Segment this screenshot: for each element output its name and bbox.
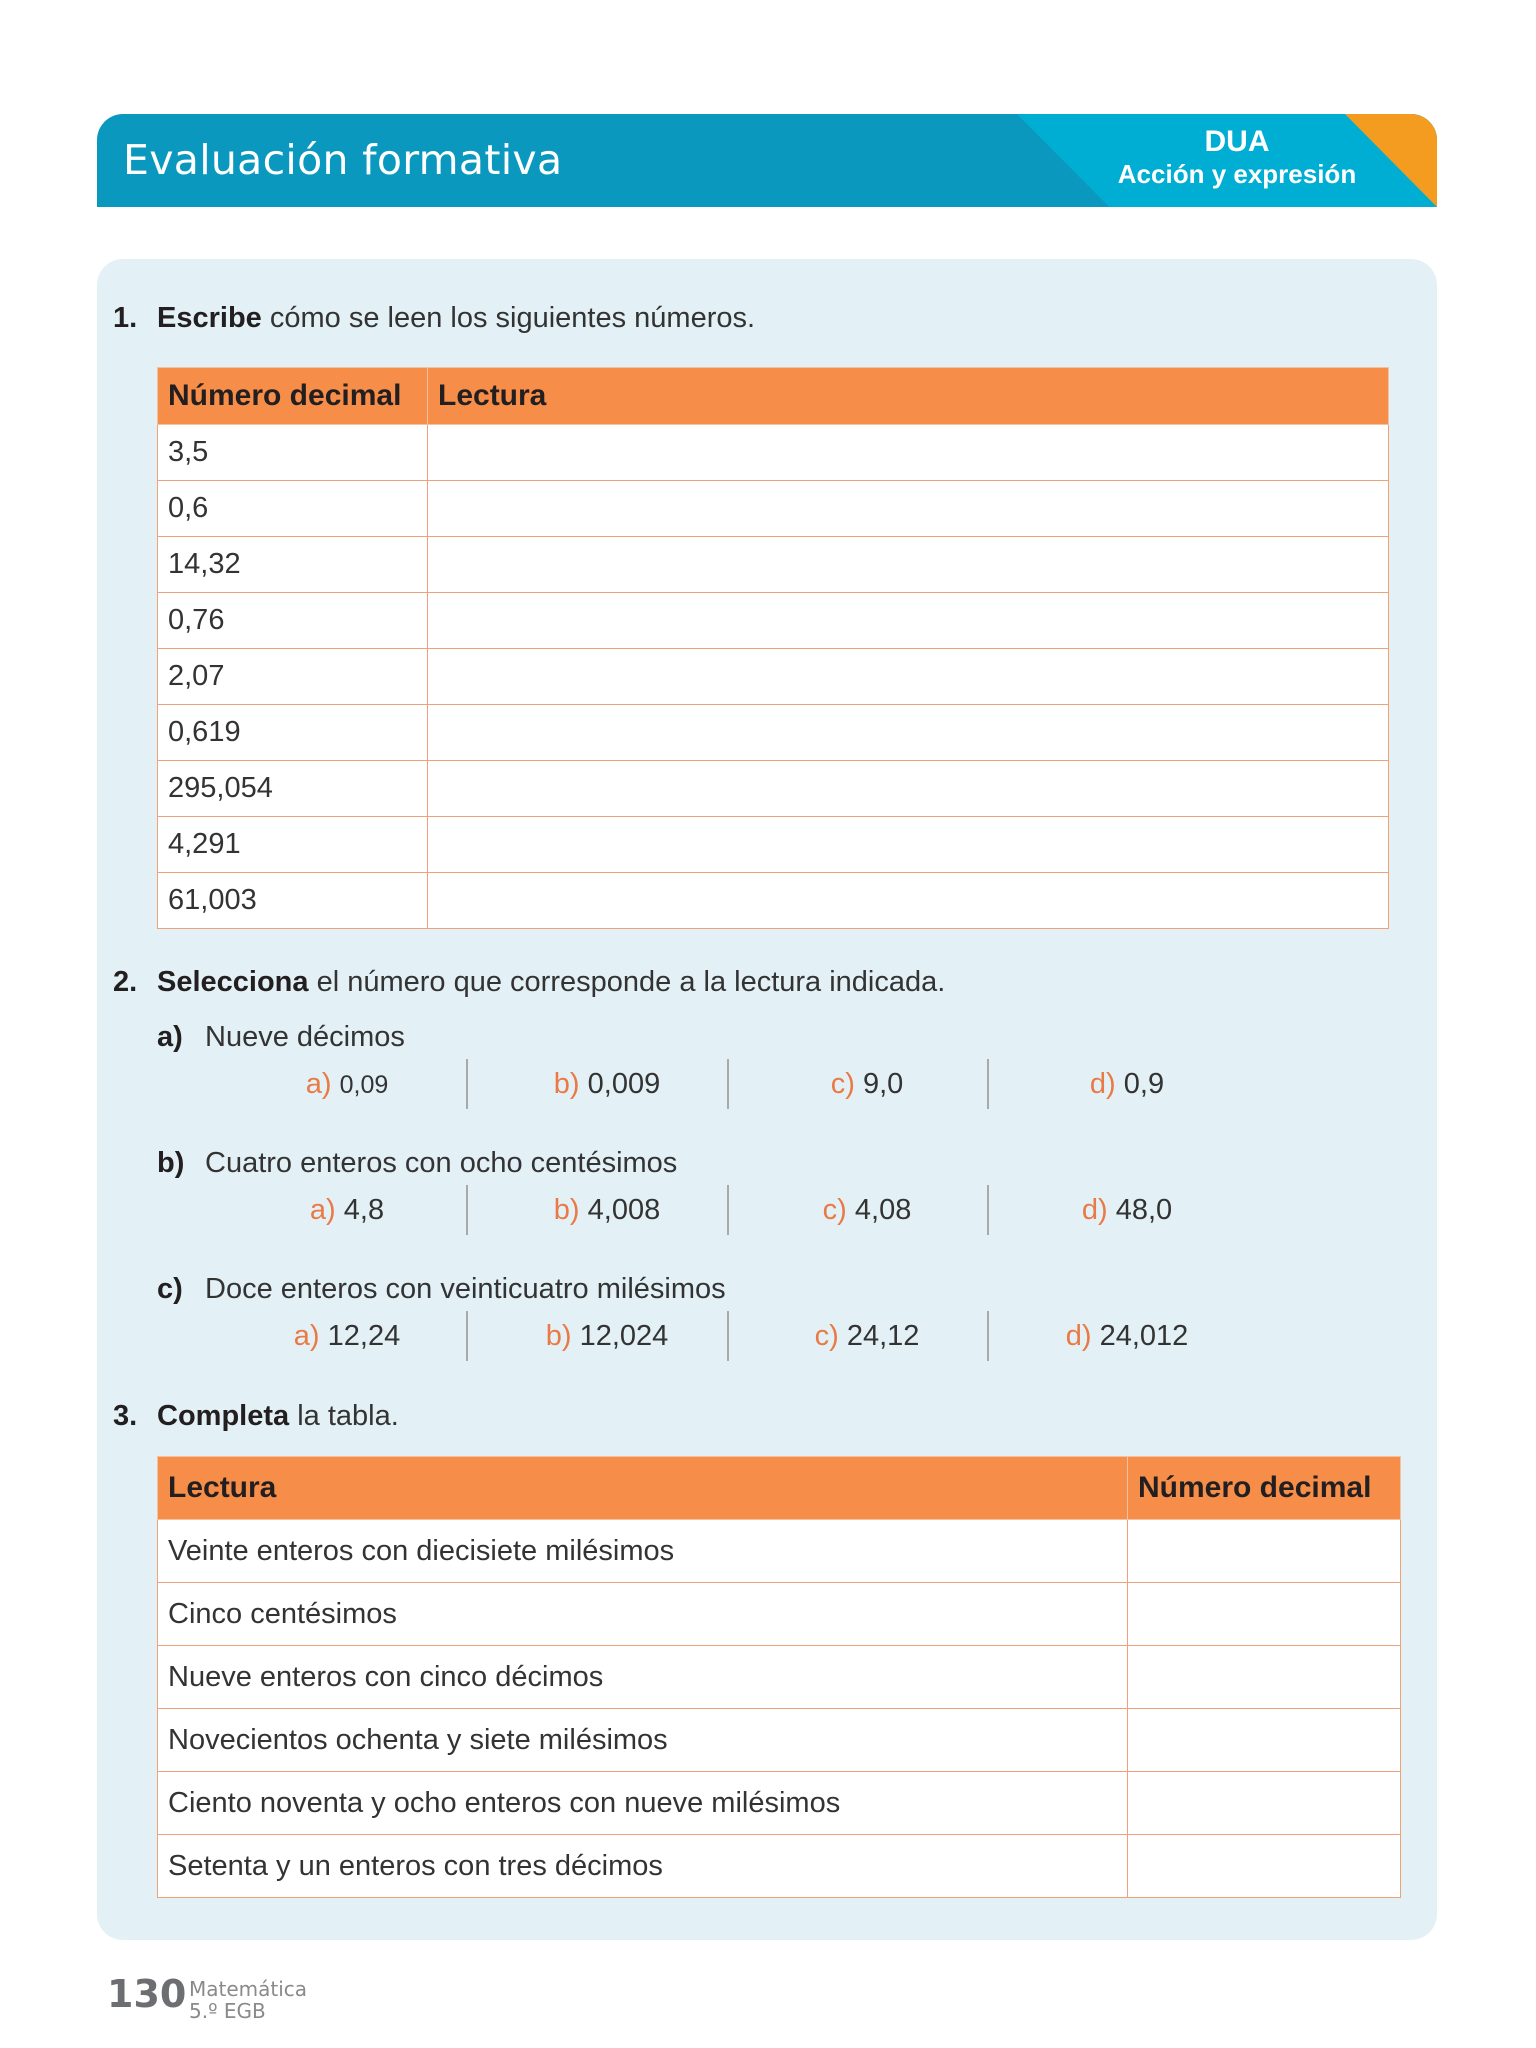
dua-label [1117,126,1357,190]
question-3-prompt [113,1400,399,1433]
option-divider [466,1059,468,1109]
option-divider [987,1059,989,1109]
column-header-decimal: Número decimal [1128,1457,1401,1520]
question-verb: Escribe [157,302,262,334]
table-row [158,1772,1401,1835]
option-c[interactable]: c) 9,0 [830,1068,904,1100]
column-header-reading: Lectura [428,368,1389,425]
dua-subtitle: Acción y expresión [1117,159,1357,189]
option-d[interactable]: d) 24,012 [1065,1320,1189,1352]
table-row [158,705,1389,761]
reading-answer-cell[interactable] [428,761,1389,817]
decimal-cell: 0,619 [158,705,428,761]
decimal-answer-cell[interactable] [1128,1772,1401,1835]
decimal-cell: 61,003 [158,873,428,929]
reading-answer-cell[interactable] [428,649,1389,705]
option-divider [466,1311,468,1361]
complete-table [157,1456,1401,1898]
decimal-answer-cell[interactable] [1128,1646,1401,1709]
table-row [158,1583,1401,1646]
reading-cell: Novecientos ochenta y siete milésimos [158,1709,1128,1772]
question-number: 1. [113,302,138,334]
table-row [158,817,1389,873]
section-title: Evaluación formativa [123,136,563,184]
reading-answer-cell[interactable] [428,705,1389,761]
reading-answer-cell[interactable] [428,481,1389,537]
option-d[interactable]: d) 0,9 [1089,1068,1165,1100]
reading-answer-cell[interactable] [428,425,1389,481]
decimal-cell: 3,5 [158,425,428,481]
table-row [158,481,1389,537]
decimal-cell: 0,76 [158,593,428,649]
decimal-answer-cell[interactable] [1128,1583,1401,1646]
options-row-c [157,1311,1257,1361]
options-row-a [157,1059,1257,1109]
subquestion-text: Nueve décimos [205,1021,405,1053]
table-row [158,1709,1401,1772]
section-header [97,114,1437,207]
table-row [158,761,1389,817]
subquestion-text: Cuatro enteros con ocho centésimos [205,1147,678,1179]
question-verb: Completa [157,1400,290,1432]
table-row [158,1646,1401,1709]
option-divider [727,1059,729,1109]
reading-cell: Nueve enteros con cinco décimos [158,1646,1128,1709]
question-number: 2. [113,966,138,998]
question-1-prompt [113,302,755,335]
option-c[interactable]: c) 4,08 [822,1194,912,1226]
grade-label: 5.º EGB [189,1999,266,2023]
reading-table [157,367,1389,929]
decimal-cell: 0,6 [158,481,428,537]
option-divider [727,1185,729,1235]
reading-answer-cell[interactable] [428,593,1389,649]
subject-name: Matemática [189,1977,308,2001]
page-number: 130 [107,1972,187,2016]
subquestion-b [157,1147,677,1180]
decimal-cell: 14,32 [158,537,428,593]
table-row [158,649,1389,705]
question-verb: Selecciona [157,966,309,998]
column-header-reading: Lectura [158,1457,1128,1520]
reading-answer-cell[interactable] [428,537,1389,593]
decimal-answer-cell[interactable] [1128,1520,1401,1583]
decimal-answer-cell[interactable] [1128,1835,1401,1898]
reading-cell: Veinte enteros con diecisiete milésimos [158,1520,1128,1583]
option-b[interactable]: b) 4,008 [553,1194,661,1226]
dua-title: DUA [1204,125,1270,158]
reading-answer-cell[interactable] [428,817,1389,873]
subquestion-letter: a) [157,1021,183,1053]
question-number: 3. [113,1400,138,1432]
option-divider [727,1311,729,1361]
decimal-answer-cell[interactable] [1128,1709,1401,1772]
table-row [158,593,1389,649]
question-text: la tabla. [289,1400,399,1432]
subquestion-c [157,1273,726,1306]
option-b[interactable]: b) 0,009 [553,1068,661,1100]
book-info [189,1978,307,2022]
subquestion-letter: c) [157,1273,183,1305]
table-row [158,537,1389,593]
reading-cell: Setenta y un enteros con tres décimos [158,1835,1128,1898]
option-divider [466,1185,468,1235]
decimal-cell: 4,291 [158,817,428,873]
options-row-b [157,1185,1257,1235]
option-divider [987,1311,989,1361]
column-header-decimal: Número decimal [158,368,428,425]
option-d[interactable]: d) 48,0 [1081,1194,1173,1226]
option-a[interactable]: a) 4,8 [309,1194,385,1226]
subquestion-letter: b) [157,1147,185,1179]
reading-answer-cell[interactable] [428,873,1389,929]
reading-cell: Ciento noventa y ocho enteros con nueve milésimos [158,1772,1128,1835]
subquestion-a [157,1021,405,1054]
question-text: cómo se leen los siguientes números. [261,302,756,334]
option-a[interactable]: a) 12,24 [293,1320,401,1352]
subquestion-text: Doce enteros con veinticuatro milésimos [205,1273,726,1305]
decimal-cell: 295,054 [158,761,428,817]
option-b[interactable]: b) 12,024 [545,1320,669,1352]
question-text: el número que corresponde a la lectura indicada. [308,966,946,998]
table-row [158,1520,1401,1583]
option-a[interactable]: a) 0,09 [305,1068,389,1100]
question-2-prompt [113,966,945,999]
table-row [158,1835,1401,1898]
option-divider [987,1185,989,1235]
table-row [158,425,1389,481]
reading-cell: Cinco centésimos [158,1583,1128,1646]
decimal-cell: 2,07 [158,649,428,705]
option-c[interactable]: c) 24,12 [814,1320,920,1352]
table-row [158,873,1389,929]
